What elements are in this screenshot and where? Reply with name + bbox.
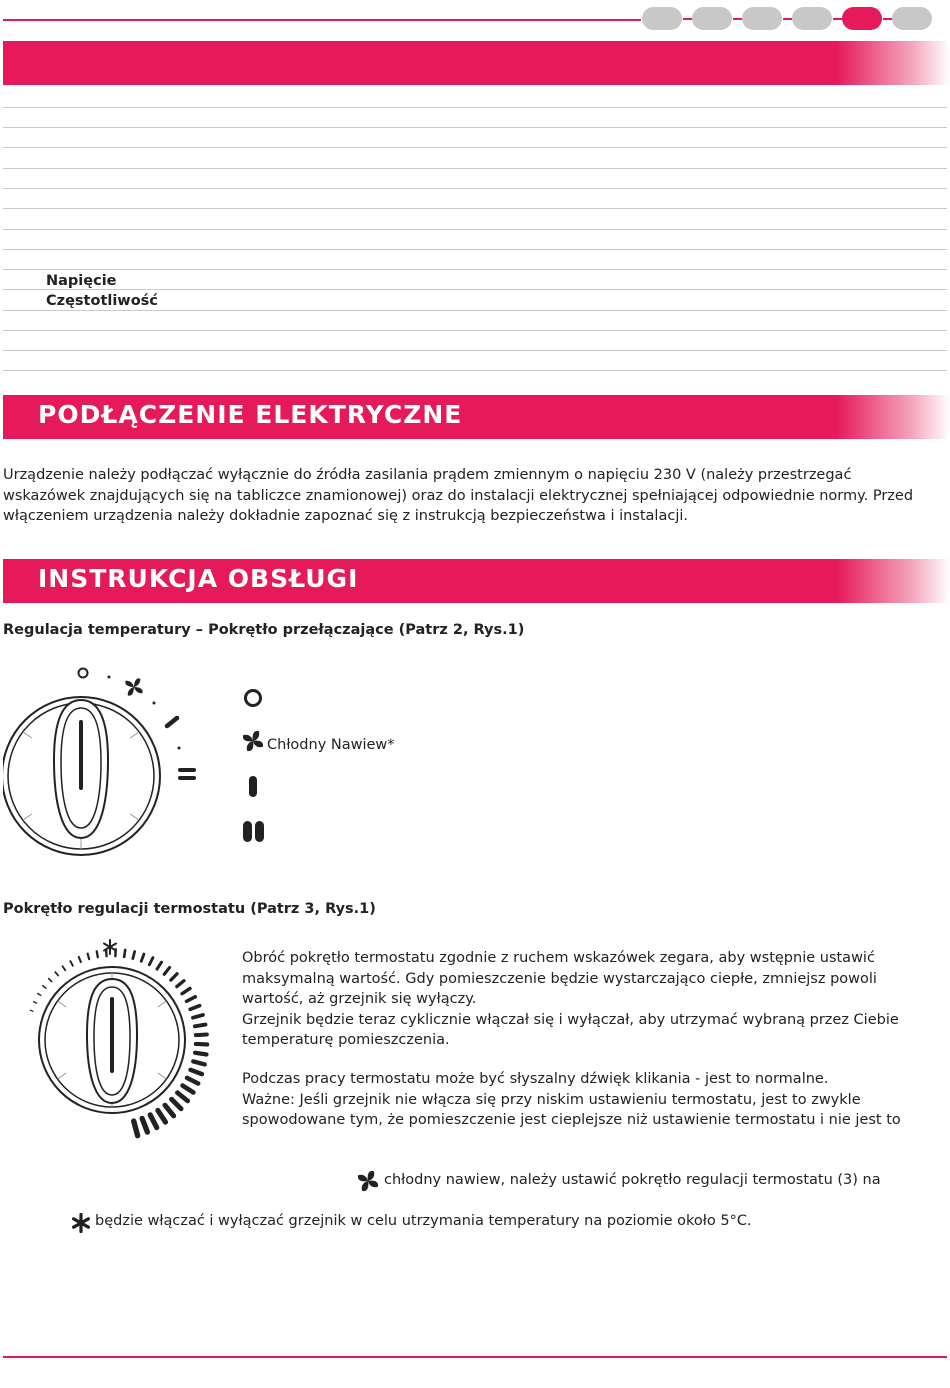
fan-setting-line: chłodny nawiew, należy ustawić pokrętło regulacji termostatu (3) na — [384, 1172, 881, 1188]
step-pill — [792, 7, 832, 30]
scale-tick — [134, 1121, 138, 1135]
scale-tick — [38, 994, 41, 996]
step-pill — [692, 7, 732, 30]
scale-tick — [133, 952, 135, 959]
electrical-section-band — [3, 395, 950, 439]
scale-tick — [183, 1086, 194, 1093]
note-line: Ważne: Jeśli grzejnik nie włącza się przy niskim ustawieniu termostatu, jest to zwykle — [242, 1091, 861, 1108]
scale-tick — [182, 988, 190, 993]
electrical-line: Urządzenie należy podłączać wyłącznie do źródła zasilania prądem zmiennym o napięciu 230 V (należy przestrzegać — [3, 467, 852, 483]
electrical-line: włączeniem urządzenia należy dokładnie zapoznać się z instrukcją bezpieczeństwa i instalacji. — [3, 508, 688, 524]
table-rule — [3, 330, 947, 331]
step-pill — [742, 7, 782, 30]
table-rule — [3, 107, 947, 108]
table-rule — [3, 249, 947, 250]
step-pill-active — [842, 7, 882, 30]
scale-tick — [196, 1044, 207, 1045]
thermostat-notes — [242, 1069, 942, 1131]
operation-section-title: INSTRUKCJA OBSŁUGI — [38, 564, 359, 593]
table-rule — [3, 127, 947, 128]
electrical-section-title: PODŁĄCZENIE ELEKTRYCZNE — [38, 400, 463, 429]
scale-tick — [49, 979, 52, 982]
scale-tick — [97, 951, 98, 957]
scale-tick — [171, 974, 177, 980]
thermostat-knob-diagram — [0, 935, 230, 1150]
scale-tick — [172, 1099, 182, 1108]
thermostat-line: Grzejnik będzie teraz cyklicznie włączał się i wyłączał, aby utrzymać wybraną przez Ciebie — [242, 1011, 899, 1028]
table-rule — [3, 208, 947, 209]
scale-tick — [190, 1006, 199, 1010]
scale-tick — [193, 1061, 205, 1064]
asterisk-icon — [70, 1212, 92, 1234]
table-rule — [3, 269, 947, 270]
frost-protection-line: będzie włączać i wyłączać grzejnik w celu utrzymania temperatury na poziomie około 5°C. — [95, 1213, 752, 1229]
note-line: spowodowane tym, że pomieszczenie jest cieplejsze niż ustawienie termostatu i nie jest to — [242, 1112, 901, 1128]
scale-tick — [88, 954, 90, 960]
position-fan-mark — [121, 674, 147, 700]
scale-tick — [142, 1118, 147, 1132]
single-bar-icon — [247, 775, 259, 799]
thermostat-pointer — [110, 997, 114, 1073]
scale-tick — [187, 997, 196, 1002]
scale-tick — [43, 986, 46, 988]
knob-pointer — [79, 720, 83, 790]
position-off-mark — [79, 669, 88, 678]
scale-tick — [195, 1053, 206, 1055]
operation-section-band — [3, 559, 950, 603]
thermostat-line: temperaturę pomieszczenia. — [242, 1032, 450, 1048]
electrical-body — [3, 465, 948, 527]
scale-tick — [165, 1105, 174, 1116]
scale-tick — [158, 1110, 166, 1122]
thermostat-heading: Pokrętło regulacji termostatu (Patrz 3, Rys.1) — [3, 901, 376, 917]
scale-tick — [193, 1015, 203, 1018]
step-connector — [783, 18, 792, 20]
double-bar-icon — [242, 819, 266, 843]
step-connector — [833, 18, 842, 20]
step-pill — [642, 7, 682, 30]
thermostat-line: maksymalną wartość. Gdy pomieszczenie będzie wystarczająco ciepłe, zmniejsz powoli — [242, 970, 877, 987]
scale-tick — [177, 981, 184, 987]
step-connector — [683, 18, 692, 20]
circle-off-icon — [243, 688, 263, 708]
scale-tick — [70, 961, 72, 966]
step-connector — [733, 18, 742, 20]
scale-tick — [195, 1025, 206, 1027]
step-pill — [892, 7, 932, 30]
spec-voltage-label: Napięcie — [46, 273, 117, 289]
scale-tick — [34, 1002, 37, 1003]
footer-rule — [3, 1356, 947, 1358]
fan-icon — [355, 1168, 381, 1194]
scale-tick — [196, 1034, 207, 1035]
table-rule — [3, 370, 947, 371]
scale-tick — [191, 1070, 202, 1074]
table-rule — [3, 147, 947, 148]
scale-tick — [30, 1010, 33, 1011]
table-rule — [3, 229, 947, 230]
selector-knob-diagram — [3, 660, 203, 860]
table-rule — [3, 350, 947, 351]
thermostat-line: wartość, aż grzejnik się wyłączy. — [242, 991, 477, 1007]
scale-tick — [150, 1115, 157, 1128]
scale-tick — [164, 968, 169, 975]
scale-tick — [149, 958, 153, 965]
thermostat-line: Obróć pokrętło termostatu zgodnie z ruchem wskazówek zegara, aby wstępnie ustawić — [242, 950, 875, 966]
fan-icon — [241, 729, 265, 753]
table-rule — [3, 168, 947, 169]
note-line: Podczas pracy termostatu może być słyszalny dźwięk klikania - jest to normalne. — [242, 1071, 829, 1087]
table-rule — [3, 289, 947, 290]
scale-tick — [55, 972, 58, 975]
scale-tick — [187, 1078, 198, 1084]
spec-frequency-label: Częstotliwość — [46, 293, 158, 309]
scale-tick — [141, 954, 144, 961]
table-rule — [3, 188, 947, 189]
scale-tick — [177, 1093, 187, 1101]
header-rule — [3, 19, 641, 21]
scale-tick — [63, 966, 66, 970]
header-band — [3, 41, 950, 85]
thermostat-instructions — [242, 948, 942, 1051]
step-connector — [883, 18, 892, 20]
table-rule — [3, 310, 947, 311]
fan-mode-label: Chłodny Nawiew* — [267, 737, 395, 753]
scale-tick — [79, 957, 81, 962]
scale-tick — [124, 950, 125, 957]
scale-tick — [157, 962, 161, 969]
electrical-line: wskazówek znajdujących się na tabliczce znamionowej) oraz do instalacji elektrycznej spełniającej odpowiednie normy. Przed — [3, 487, 914, 504]
switch-heading: Regulacja temperatury – Pokrętło przełączające (Patrz 2, Rys.1) — [3, 622, 525, 638]
position-level1-mark — [167, 718, 177, 726]
